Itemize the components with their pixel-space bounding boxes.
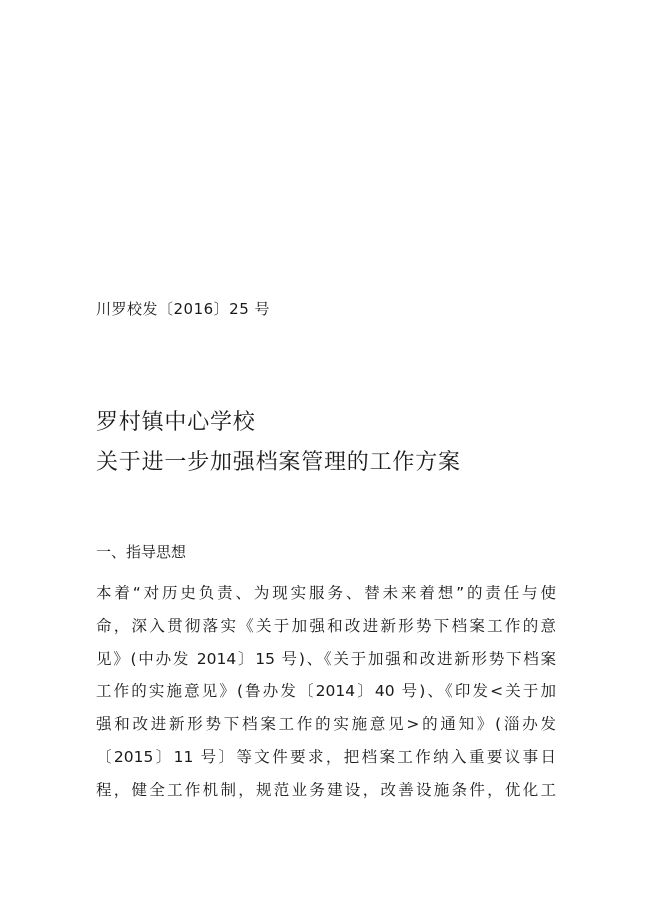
paragraph-line: 强和改进新形势下档案工作的实施意见>的通知》(淄办发: [96, 715, 556, 734]
paragraph-line: 命，深入贯彻落实《关于加强和改进新形势下档案工作的意: [96, 616, 556, 635]
body-paragraph: [96, 577, 556, 807]
section-heading-guiding-ideology: 一、指导思想: [96, 543, 187, 561]
paragraph-line: 见》(中办发 2014〕15 号)、《关于加强和改进新形势下档案: [96, 649, 556, 668]
paragraph-line: 程，健全工作机制，规范业务建设，改善设施条件，优化工: [96, 780, 556, 799]
paragraph-line: 本着“对历史负责、为现实服务、替未来着想”的责任与使: [96, 584, 556, 602]
paragraph-line: 〔2015〕11 号〕等文件要求，把档案工作纳入重要议事日: [96, 747, 556, 766]
document-title: [96, 403, 461, 483]
title-line-subject: 关于进一步加强档案管理的工作方案: [96, 450, 461, 475]
title-line-organization: 罗村镇中心学校: [96, 410, 256, 435]
paragraph-line: 工作的实施意见》(鲁办发〔2014〕40 号)、《印发<关于加: [96, 682, 556, 701]
document-number: 川罗校发〔2016〕25 号: [96, 300, 271, 318]
